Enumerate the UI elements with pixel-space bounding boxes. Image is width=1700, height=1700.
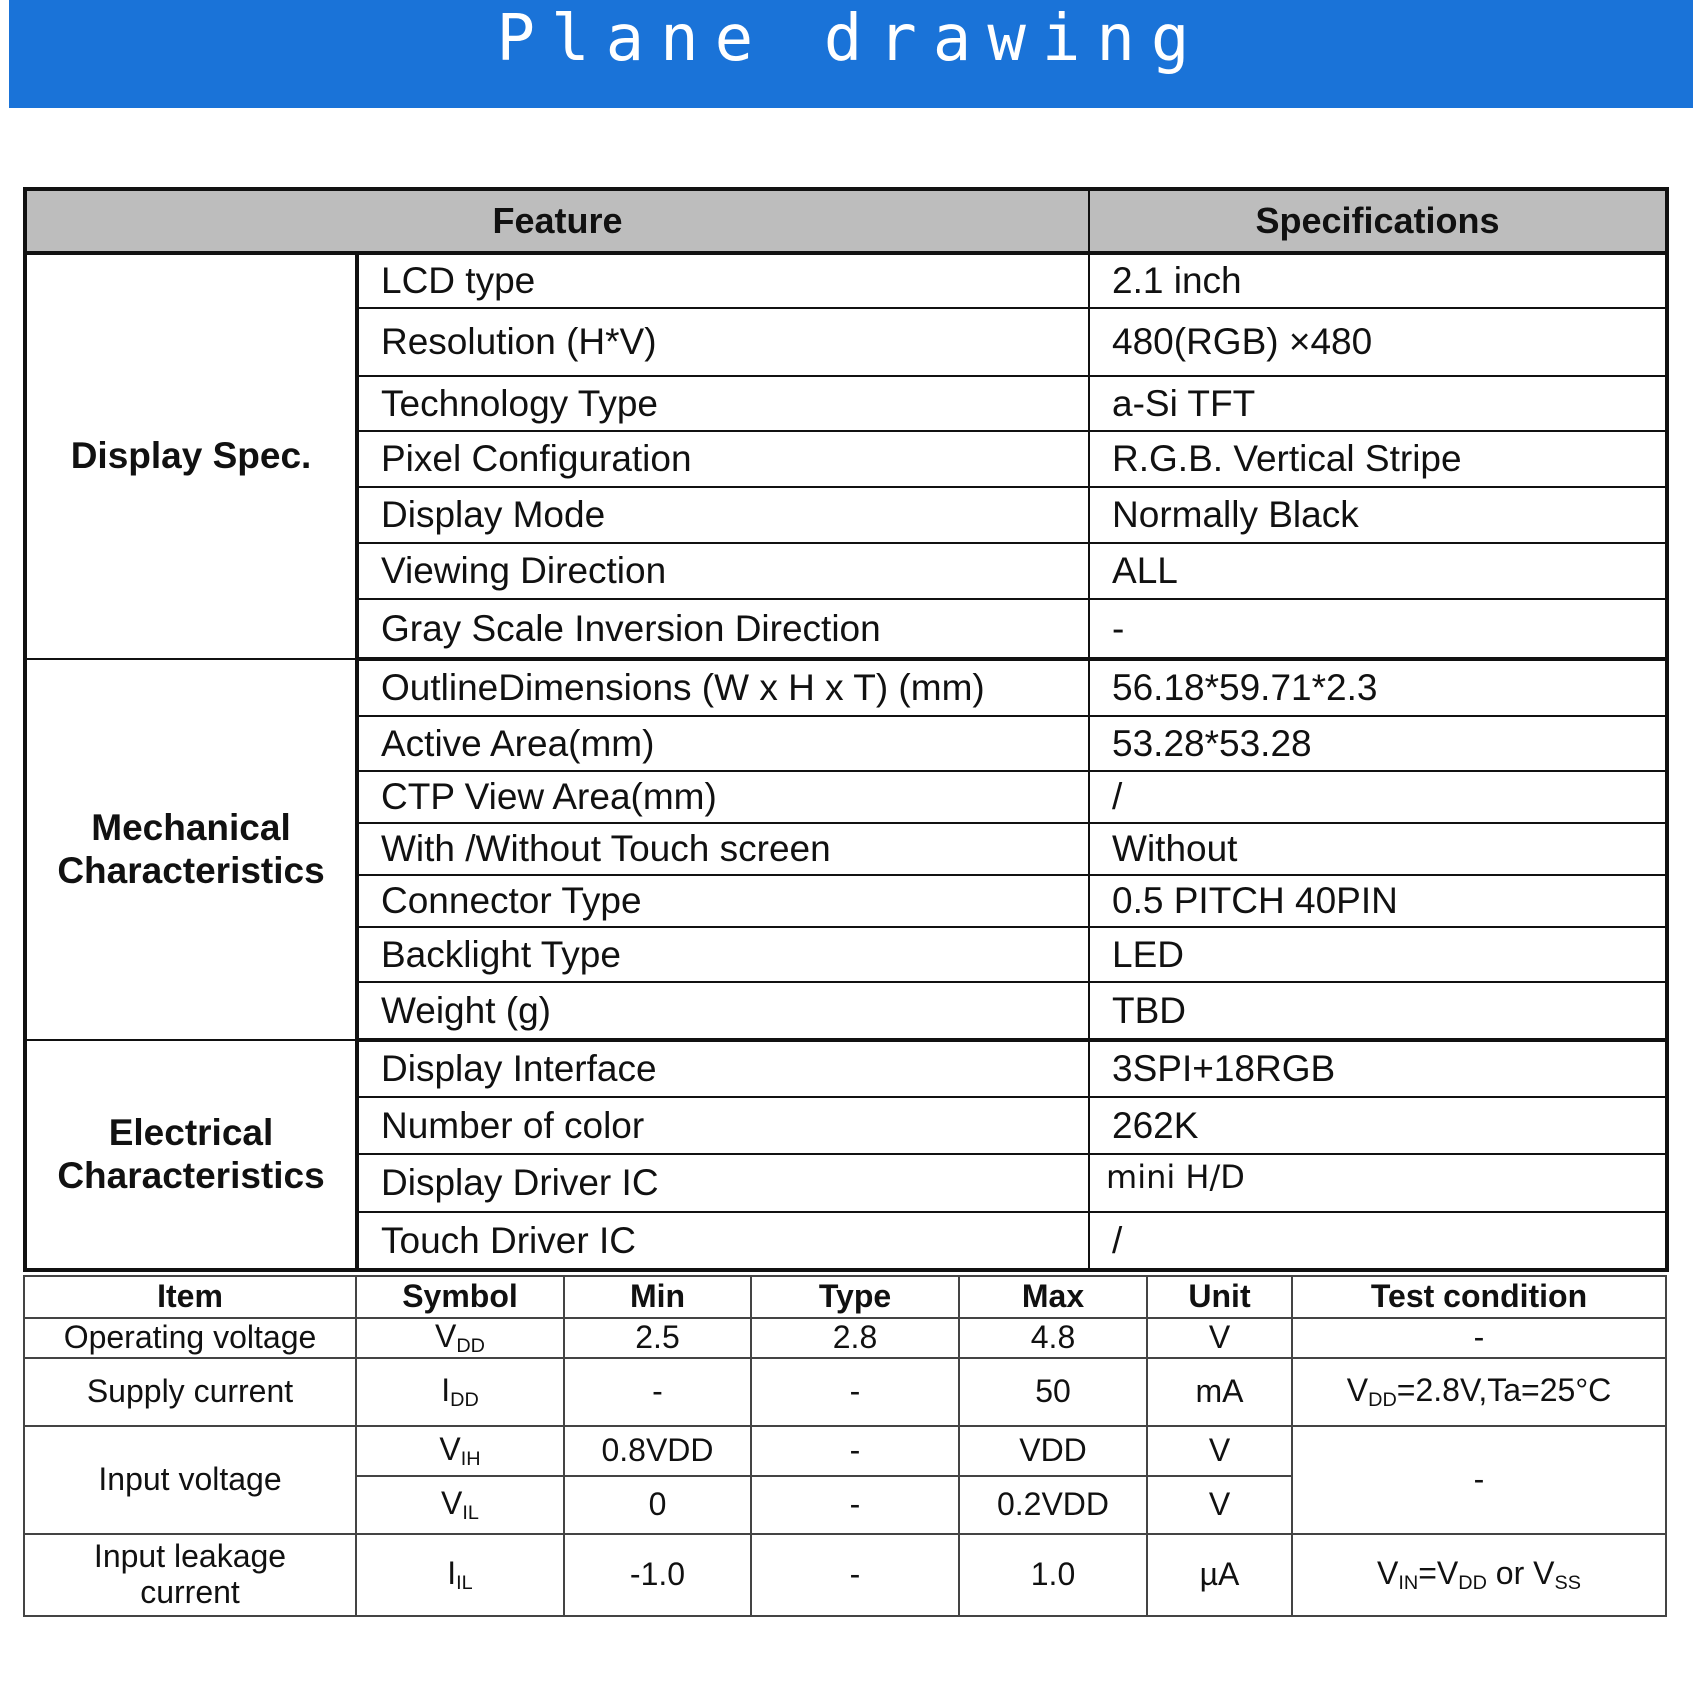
min-cell: 2.5 bbox=[564, 1318, 751, 1358]
feature-cell: CTP View Area(mm) bbox=[357, 771, 1089, 823]
condition-cell: - bbox=[1292, 1318, 1666, 1358]
typ-cell: - bbox=[751, 1426, 959, 1476]
value-cell: 0.5 PITCH 40PIN bbox=[1089, 875, 1667, 927]
group-label-line: Electrical bbox=[108, 1111, 274, 1153]
driver-ic-value: mini H/D bbox=[1106, 1158, 1245, 1196]
table-row bbox=[25, 253, 1667, 308]
feature-cell: Active Area(mm) bbox=[357, 716, 1089, 771]
value-cell: 2.1 inch bbox=[1089, 253, 1667, 308]
max-cell: VDD bbox=[959, 1426, 1147, 1476]
item-cell: Input voltage bbox=[24, 1426, 356, 1534]
item-cell: Input leakage current bbox=[24, 1534, 356, 1616]
max-cell: 4.8 bbox=[959, 1318, 1147, 1358]
min-cell: 0 bbox=[564, 1476, 751, 1534]
header-symbol: Symbol bbox=[356, 1276, 564, 1318]
spec-table bbox=[23, 187, 1669, 1272]
condition-cell: - bbox=[1292, 1426, 1666, 1534]
feature-header: Feature bbox=[25, 189, 1089, 253]
feature-cell: Gray Scale Inversion Direction bbox=[357, 599, 1089, 659]
value-cell: TBD bbox=[1089, 982, 1667, 1040]
item-cell: Supply current bbox=[24, 1358, 356, 1426]
unit-cell: V bbox=[1147, 1318, 1292, 1358]
typ-cell: 2.8 bbox=[751, 1318, 959, 1358]
value-cell: LED bbox=[1089, 927, 1667, 982]
min-cell: - bbox=[564, 1358, 751, 1426]
unit-cell: V bbox=[1147, 1426, 1292, 1476]
spec-header-row bbox=[25, 189, 1667, 253]
feature-cell: Connector Type bbox=[357, 875, 1089, 927]
header-test-condition: Test condition bbox=[1292, 1276, 1666, 1318]
header-unit: Unit bbox=[1147, 1276, 1292, 1318]
symbol-cell: $V_{IL}$ bbox=[356, 1476, 564, 1534]
max-cell: 50 bbox=[959, 1358, 1147, 1426]
value-cell: / bbox=[1089, 1212, 1667, 1270]
table-row bbox=[24, 1318, 1666, 1358]
min-cell: 0.8VDD bbox=[564, 1426, 751, 1476]
condition-cell: $V_{DD}=2.8V,Ta=25^\circ C$ bbox=[1292, 1358, 1666, 1426]
group-mechanical bbox=[25, 659, 357, 1040]
symbol-cell: $I_{IL}$ bbox=[356, 1534, 564, 1616]
table-row bbox=[24, 1358, 1666, 1426]
banner-title: Plane drawing bbox=[496, 2, 1206, 76]
unit-cell: V bbox=[1147, 1476, 1292, 1534]
value-cell: a-Si TFT bbox=[1089, 376, 1667, 431]
unit-cell: mA bbox=[1147, 1358, 1292, 1426]
group-label-line: Mechanical bbox=[91, 806, 291, 848]
symbol-cell: $I_{DD}$ bbox=[356, 1358, 564, 1426]
item-cell: Operating voltage bbox=[24, 1318, 356, 1358]
max-cell: 0.2VDD bbox=[959, 1476, 1147, 1534]
feature-cell: Touch Driver IC bbox=[357, 1212, 1089, 1270]
group-label-line: Characteristics bbox=[57, 849, 325, 891]
value-cell: 53.28*53.28 bbox=[1089, 716, 1667, 771]
feature-cell: Display Driver IC bbox=[357, 1154, 1089, 1212]
feature-cell: Viewing Direction bbox=[357, 543, 1089, 599]
specifications-header: Specifications bbox=[1089, 189, 1667, 253]
min-cell: -1.0 bbox=[564, 1534, 751, 1616]
feature-cell: Number of color bbox=[357, 1097, 1089, 1154]
value-cell: 262K bbox=[1089, 1097, 1667, 1154]
feature-cell: Technology Type bbox=[357, 376, 1089, 431]
typ-cell: - bbox=[751, 1476, 959, 1534]
group-electrical bbox=[25, 1040, 357, 1270]
table-row bbox=[25, 1040, 1667, 1097]
header-min: Min bbox=[564, 1276, 751, 1318]
feature-cell: OutlineDimensions (W x H x T) (mm) bbox=[357, 659, 1089, 716]
feature-cell: LCD type bbox=[357, 253, 1089, 308]
value-cell: Normally Black bbox=[1089, 487, 1667, 543]
value-cell: 3SPI+18RGB bbox=[1089, 1040, 1667, 1097]
value-cell: ALL bbox=[1089, 543, 1667, 599]
max-cell: 1.0 bbox=[959, 1534, 1147, 1616]
group-display-spec: Display Spec. bbox=[25, 253, 357, 659]
value-cell: Without bbox=[1089, 823, 1667, 875]
group-label-line: Characteristics bbox=[57, 1154, 325, 1196]
feature-cell: Backlight Type bbox=[357, 927, 1089, 982]
value-cell: 56.18*59.71*2.3 bbox=[1089, 659, 1667, 716]
feature-cell: Pixel Configuration bbox=[357, 431, 1089, 487]
symbol-cell: $V_{DD}$ bbox=[356, 1318, 564, 1358]
value-cell: R.G.B. Vertical Stripe bbox=[1089, 431, 1667, 487]
title-banner bbox=[9, 0, 1693, 108]
feature-cell: Display Mode bbox=[357, 487, 1089, 543]
feature-cell: Weight (g) bbox=[357, 982, 1089, 1040]
symbol-cell: $V_{IH}$ bbox=[356, 1426, 564, 1476]
value-cell: / bbox=[1089, 771, 1667, 823]
value-cell: 480(RGB) ×480 bbox=[1089, 308, 1667, 376]
table-row bbox=[24, 1534, 1666, 1616]
header-item: Item bbox=[24, 1276, 356, 1318]
condition-cell: $V_{IN}=V_{DD}$ or $V_{SS}$ bbox=[1292, 1534, 1666, 1616]
table-row bbox=[24, 1426, 1666, 1476]
feature-cell: With /Without Touch screen bbox=[357, 823, 1089, 875]
feature-cell: Resolution (H*V) bbox=[357, 308, 1089, 376]
value-cell: - bbox=[1089, 599, 1667, 659]
value-cell bbox=[1089, 1154, 1667, 1212]
unit-cell: µA bbox=[1147, 1534, 1292, 1616]
typ-cell: - bbox=[751, 1534, 959, 1616]
feature-cell: Display Interface bbox=[357, 1040, 1089, 1097]
header-max: Max bbox=[959, 1276, 1147, 1318]
elec-header-row bbox=[24, 1276, 1666, 1318]
table-row bbox=[25, 659, 1667, 716]
electrical-table bbox=[23, 1275, 1667, 1617]
typ-cell: - bbox=[751, 1358, 959, 1426]
header-type: Type bbox=[751, 1276, 959, 1318]
